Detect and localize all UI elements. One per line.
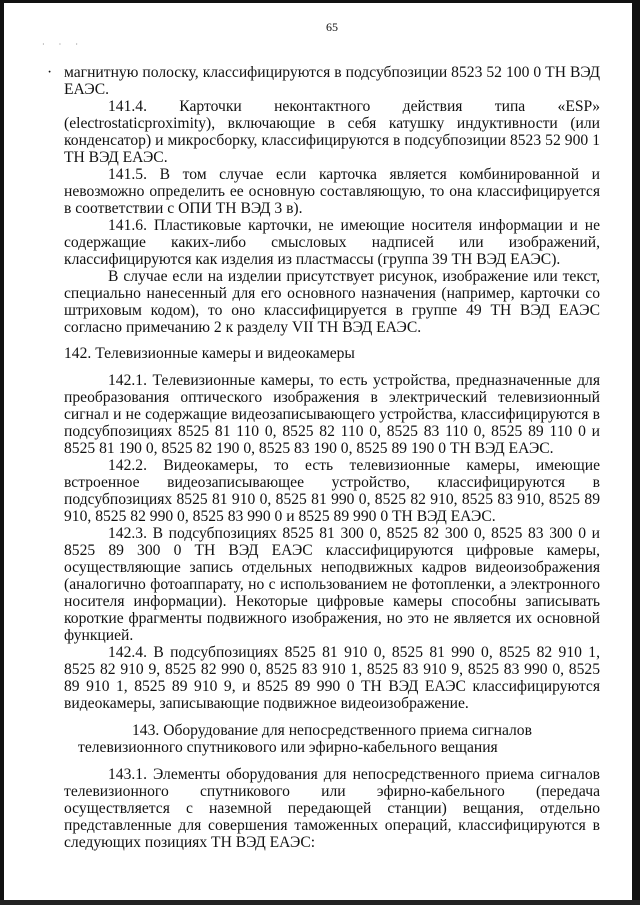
paragraph-continuation [47,64,600,98]
paragraph-142-4: 142.4. В подсубпозициях 8525 81 910 0, 8525 81 990 0, 8525 82 910 1, 8525 82 910 9, 8525 82 990 0, 8525 83 910 1, 8525 83 910 9, 8525 83 990 0, 8525 89 910 1, 8525 89 910 9, и 8525 89 990 0 ТН ВЭД ЕАЭС классифицируются видеокамеры, записывающие подвижное видеоизображение. [64,644,600,712]
scan-border-bottom [0,900,640,905]
paragraph-141-6-note: В случае если на изделии присутствует рисунок, изображение или текст, специально нанесенный для его основного назначения (например, карточки со штриховым кодом), то оно классифицируется в группе 49 ТН ВЭД ЕАЭС согласно примечанию 2 к разделу VII ТН ВЭД ЕАЭС. [64,268,600,336]
scan-artifact-dot: · [47,64,53,81]
paragraph-142-2: 142.2. Видеокамеры, то есть телевизионные камеры, имеющие встроенное видеозаписывающее устройство, классифицируются в подсубпозициях 8525 81 910 0, 8525 81 990 0, 8525 82 910, 8525 83 910, 8525 89 910, 8525 82 990 0, 8525 83 990 0 и 8525 89 990 0 ТН ВЭД ЕАЭС. [64,457,600,525]
paragraph-141-5: 141.5. В том случае если карточка является комбинированной и невозможно определить ее основную составляющую, то она классифицируется в соответствии с ОПИ ТН ВЭД 3 в). [64,166,600,217]
scan-artifact: · · · [42,40,84,49]
section-heading-142: 142. Телевизионные камеры и видеокамеры [64,345,355,362]
scan-border-left [0,0,4,905]
scan-border-right [632,0,640,905]
document-body [47,64,600,851]
paragraph-continuation-text: магнитную полоску, классифицируются в подсубпозиции 8523 52 100 0 ТН ВЭД ЕАЭС. [64,64,600,98]
paragraph-142-1: 142.1. Телевизионные камеры, то есть устройства, предназначенные для преобразования оптического изображения в электрический телевизионный сигнал и не содержащие видеозаписывающего устройства, классифицируются в подсубпозициях 8525 81 110 0, 8525 82 110 0, 8525 83 110 0, 8525 89 110 0 и 8525 81 190 0, 8525 82 190 0, 8525 83 190 0, 8525 89 190 0 ТН ВЭД ЕАЭС. [64,372,600,457]
section-heading-143: 143. Оборудование для непосредственного приема сигналов телевизионного спутникового или эфирно-кабельного вещания [78,722,532,756]
paragraph-141-6: 141.6. Пластиковые карточки, не имеющие носителя информации и не содержащие каких-либо смысловых надписей или изображений, классифицируются как изделия из пластмассы (группа 39 ТН ВЭД ЕАЭС). [64,217,600,268]
paragraph-142-3: 142.3. В подсубпозициях 8525 81 300 0, 8525 82 300 0, 8525 83 300 0 и 8525 89 300 0 ТН ВЭД ЕАЭС классифицируются цифровые камеры, осуществляющие запись отдельных неподвижных кадров видеоизображения (аналогично фотоаппарату, но с использованием не фотопленки, а электронного носителя информации). Некоторые цифровые камеры способны записывать короткие фрагменты подвижного изображения, но это не является их основной функцией. [64,525,600,644]
paragraph-143-1: 143.1. Элементы оборудования для непосредственного приема сигналов телевизионного спутникового или эфирно-кабельного (передача осуществляется с наземной передающей станции) вещания, отдельно представленные для совершения таможенных операций, классифицируются в следующих позициях ТН ВЭД ЕАЭС: [64,766,600,851]
scan-border-top [0,0,640,3]
page-number: 65 [326,20,338,34]
paragraph-141-4: 141.4. Карточки неконтактного действия типа «ESP» (electrostaticproximity), включающие в себя катушку индуктивности (или конденсатор) и микросборку, классифицируются в подсубпозиции 8523 52 900 1 ТН ВЭД ЕАЭС. [64,98,600,166]
